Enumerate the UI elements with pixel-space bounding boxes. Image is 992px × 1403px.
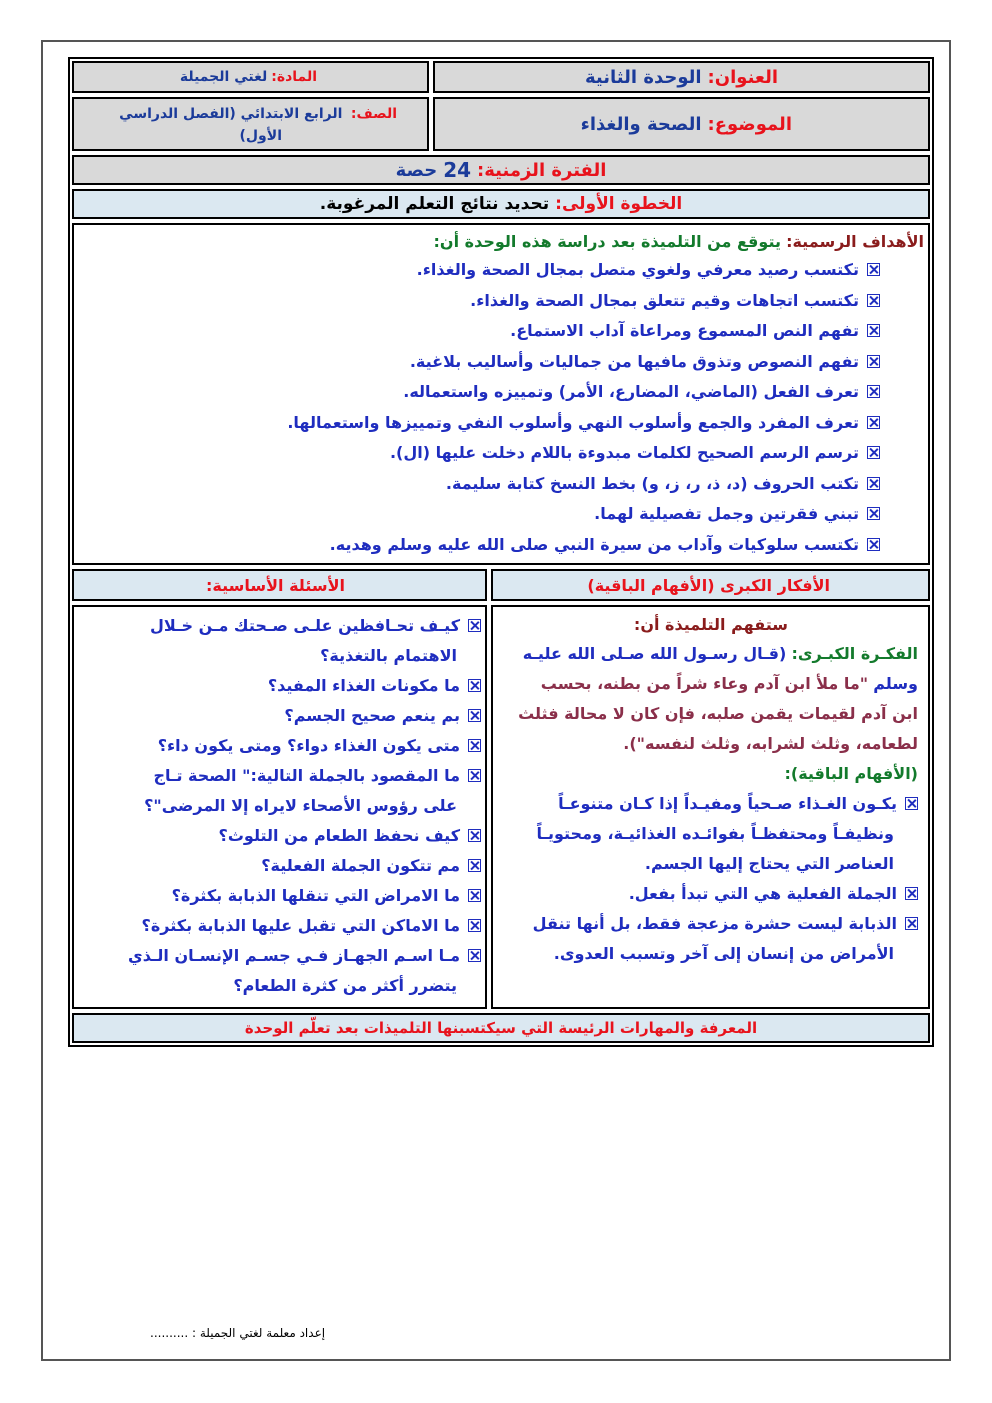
questions-cell (72, 605, 487, 1009)
checkbox-icon (905, 917, 918, 930)
step-one-cell (72, 189, 930, 219)
checkbox-icon (905, 887, 918, 900)
goal-item (78, 408, 924, 439)
big-idea-text-1: (قـال رسـول الله صـلى الله عليـه (522, 644, 787, 663)
lasting-understanding-item-text: الأمراض من إنسان إلى آخر وتسبب العدوى. (553, 944, 894, 963)
goal-text: تفهم النصوص وتذوق مافيها من جماليات وأساليب بلاغية. (409, 351, 859, 371)
goal-text: تفهم النص المسموع ومراعاة آداب الاستماع. (510, 321, 859, 340)
essential-question-item-text: على رؤوس الأصحاء لايراه إلا المرضى"؟ (144, 796, 457, 815)
goals-list (78, 255, 924, 560)
goals-heading-text: يتوقع من التلميذة بعد دراسة هذه الوحدة أن: (433, 232, 781, 251)
essential-question-item-text: الاهتمام بالتغذية؟ (320, 646, 457, 665)
essential-question-item (82, 731, 481, 761)
essential-question-item (82, 671, 481, 701)
subject-cell (72, 61, 429, 93)
essential-question-item-text: كيـف تحـافظين علـى صـحتك مـن خـلال (149, 616, 460, 635)
goal-item (78, 286, 924, 317)
unit-title-cell (433, 61, 930, 93)
lasting-understanding-item-text: ونظيفـاً ومحتفظـاً بفوائـده الغذائيـة، ومحتويـاً (536, 824, 894, 843)
big-idea-label: الفكـرة الكبـرى: (791, 644, 918, 663)
unit-plan-table (68, 57, 934, 1047)
period-number: 24 (443, 158, 472, 182)
hadith-line-1: "ما ملأ ابن آدم وعاء شراً من بطنه، بحسب (540, 674, 869, 693)
essential-question-item-text: ما الامراض التي تنقلها الذبابة بكثرة؟ (171, 886, 460, 905)
goal-text: تكتسب سلوكيات وآداب من سيرة النبي صلى الله عليه وسلم وهديه. (329, 534, 859, 554)
goal-item (78, 347, 924, 378)
prepared-by-credit: إعداد معلمة لغتي الجميلة : .......... (150, 1326, 326, 1340)
essential-question-item-text: مم تتكون الجملة الفعلية؟ (261, 856, 460, 875)
subject-value: لغتي الجميلة (179, 69, 268, 85)
topic-cell (433, 97, 930, 151)
lasting-understanding-item-text: الجملة الفعلية هي التي تبدأ بفعل. (628, 884, 897, 903)
essential-question-item-text: ما الاماكن التي تقبل عليها الذبابة بكثرة؟ (141, 916, 460, 935)
grade-label: الصف: (350, 106, 397, 122)
lasting-understanding-item (499, 909, 918, 969)
checkbox-icon (468, 739, 481, 752)
essential-question-item (82, 821, 481, 851)
lasting-understanding-item (499, 789, 918, 879)
checkbox-icon (468, 619, 481, 632)
lasting-understandings-list (499, 789, 918, 969)
lasting-understanding-item-text: الذبابة ليست حشرة مزعجة فقط، بل أنها تنقل (532, 914, 897, 933)
goal-text: تعرف المفرد والجمع وأسلوب النهي وأسلوب النفي وتمييزها واستعمالها. (287, 412, 859, 432)
checkbox-icon (867, 538, 880, 551)
grade-value-line1: الرابع الابتدائي (الفصل الدراسي (119, 106, 343, 122)
checkbox-icon (867, 446, 880, 459)
essential-question-item (82, 911, 481, 941)
big-ideas-heading-cell (491, 569, 930, 601)
hadith-line-2: ابن آدم لقيمات يقمن صلبه، فإن كان لا محالة فثلث (518, 704, 918, 723)
checkbox-icon (468, 679, 481, 692)
unit-title-value: الوحدة الثانية (585, 66, 702, 88)
goal-text: تعرف الفعل (الماضي، المضارع، الأمر) وتمييزه واستعماله. (403, 382, 859, 401)
checkbox-icon (468, 709, 481, 722)
checkbox-icon (867, 477, 880, 490)
step-one-label: الخطوة الأولى: (555, 194, 683, 214)
essential-question-item-text: كيف نحفظ الطعام من التلوث؟ (218, 826, 460, 845)
big-ideas-intro: ستفهم التلميذة أن: (633, 615, 788, 634)
goals-cell (72, 223, 930, 565)
essential-question-item-text: مـا اسـم الجهـاز فـي جسـم الإنسـان الـذي (128, 946, 460, 965)
essential-question-item-text: ما المقصود بالجملة التالية:" الصحة تـاج (153, 766, 460, 785)
topic-label: الموضوع: (707, 113, 792, 135)
checkbox-icon (468, 919, 481, 932)
lasting-understanding-item-text: العناصر التي يحتاج إليها الجسم. (644, 854, 894, 873)
checkbox-icon (867, 507, 880, 520)
essential-question-item (82, 611, 481, 671)
checkbox-icon (468, 949, 481, 962)
knowledge-heading: المعرفة والمهارات الرئيسة التي سيكتسبنها التلميذات بعد تعلّم الوحدة (244, 1019, 758, 1037)
questions-heading: الأسئلة الأساسية: (206, 575, 345, 595)
big-ideas-cell (491, 605, 930, 1009)
goal-text: تكتسب رصيد معرفي ولغوي متصل بمجال الصحة والغذاء. (416, 260, 859, 279)
knowledge-heading-cell (72, 1013, 930, 1043)
questions-list (82, 611, 481, 1001)
essential-question-item (82, 881, 481, 911)
checkbox-icon (468, 769, 481, 782)
checkbox-icon (905, 797, 918, 810)
unit-title-label: العنوان: (707, 66, 778, 88)
big-idea-text-2: وسلم (873, 674, 918, 693)
lasting-understanding-item (499, 879, 918, 909)
checkbox-icon (867, 263, 880, 276)
lasting-understanding-item-text: يكـون الغـذاء صـحياً ومفيـداً إذا كـان متنوعـاً (558, 794, 897, 813)
subject-label: المادة: (271, 69, 317, 85)
period-unit: حصة (395, 159, 438, 181)
goal-item (78, 499, 924, 530)
grade-cell (72, 97, 429, 151)
checkbox-icon (468, 829, 481, 842)
hadith-line-3: لطعامه، وثلث لشرابه، وثلث لنفسه"). (623, 734, 918, 753)
essential-question-item-text: ما مكونات الغذاء المفيد؟ (267, 676, 460, 695)
period-cell (72, 155, 930, 185)
goals-heading-label: الأهداف الرسمية: (786, 232, 924, 251)
checkbox-icon (468, 859, 481, 872)
goal-item (78, 377, 924, 408)
goal-item (78, 316, 924, 347)
checkbox-icon (867, 416, 880, 429)
essential-question-item-text: يتضرر أكثر من كثرة الطعام؟ (233, 976, 457, 995)
essential-question-item (82, 851, 481, 881)
checkbox-icon (867, 385, 880, 398)
lasting-understandings-label: (الأفهام الباقية): (784, 764, 918, 783)
goal-item (78, 530, 924, 561)
goal-text: تكتسب اتجاهات وقيم تتعلق بمجال الصحة والغذاء. (470, 290, 859, 310)
essential-question-item (82, 941, 481, 1001)
goals-heading (78, 229, 924, 255)
goal-text: ترسم الرسم الصحيح لكلمات مبدوءة باللام دخلت عليها (ال). (389, 443, 859, 462)
essential-question-item (82, 761, 481, 821)
essential-question-item (82, 701, 481, 731)
goal-item (78, 469, 924, 500)
essential-question-item-text: بم ينعم صحيح الجسم؟ (284, 706, 460, 725)
big-ideas-heading: الأفكار الكبرى (الأفهام الباقية) (587, 575, 830, 595)
goal-item (78, 438, 924, 469)
topic-value: الصحة والغذاء (580, 113, 702, 135)
questions-heading-cell (72, 569, 487, 601)
checkbox-icon (867, 324, 880, 337)
grade-value-line2: الأول) (239, 128, 282, 144)
essential-question-item-text: متى يكون الغذاء دواء؟ ومتى يكون داء؟ (157, 736, 460, 755)
checkbox-icon (867, 294, 880, 307)
goal-text: تبني فقرتين وجمل تفصيلية لهما. (594, 504, 859, 523)
goal-item (78, 255, 924, 286)
period-label: الفترة الزمنية: (477, 159, 607, 181)
step-one-value: تحديد نتائج التعلم المرغوبة. (319, 194, 550, 214)
goal-text: تكتب الحروف (د، ذ، ر، ز، و) بخط النسخ كتابة سليمة. (445, 473, 859, 493)
checkbox-icon (867, 355, 880, 368)
checkbox-icon (468, 889, 481, 902)
